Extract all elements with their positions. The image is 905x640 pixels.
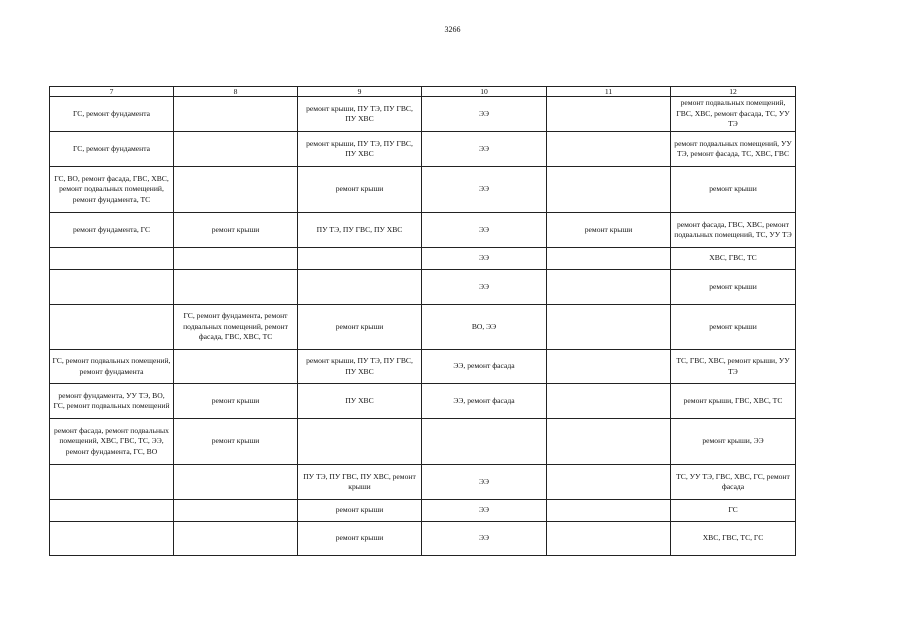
table-cell: ремонт фундамента, УУ ТЭ, ВО, ГС, ремонт подвальных помещений xyxy=(50,384,174,419)
table-cell: ГС xyxy=(671,500,796,522)
column-header: 8 xyxy=(174,87,298,97)
table-cell: ремонт подвальных помещений, ГВС, ХВС, ремонт фасада, ТС, УУ ТЭ xyxy=(671,97,796,132)
table-row xyxy=(50,500,796,522)
table-cell: ГС, ремонт фундамента xyxy=(50,132,174,167)
table-cell: ЭЭ xyxy=(422,522,547,556)
table-cell xyxy=(547,305,671,350)
table-cell xyxy=(547,419,671,465)
table-cell: ЭЭ xyxy=(422,465,547,500)
table-cell: ЭЭ xyxy=(422,270,547,305)
table-cell: ремонт крыши xyxy=(298,167,422,213)
table-cell: ЭЭ xyxy=(422,167,547,213)
table-cell xyxy=(298,419,422,465)
table-cell: ремонт крыши, ПУ ТЭ, ПУ ГВС, ПУ ХВС xyxy=(298,350,422,384)
table-cell: ЭЭ, ремонт фасада xyxy=(422,384,547,419)
page-number: 3266 xyxy=(444,25,461,34)
table-row xyxy=(50,465,796,500)
table-cell xyxy=(50,522,174,556)
table-cell: ремонт крыши xyxy=(174,419,298,465)
table-cell: ремонт фундамента, ГС xyxy=(50,213,174,248)
table-cell: ХВС, ГВС, ТС xyxy=(671,248,796,270)
table-cell xyxy=(422,419,547,465)
table-cell xyxy=(547,500,671,522)
table-cell: ПУ ХВС xyxy=(298,384,422,419)
table-cell xyxy=(174,500,298,522)
table-cell xyxy=(547,350,671,384)
table-cell: ЭЭ xyxy=(422,248,547,270)
table-cell: ЭЭ xyxy=(422,500,547,522)
table-cell: ЭЭ, ремонт фасада xyxy=(422,350,547,384)
table-cell: ГС, ВО, ремонт фасада, ГВС, ХВС, ремонт подвальных помещений, ремонт фундамента, ТС xyxy=(50,167,174,213)
table-cell xyxy=(174,167,298,213)
table-cell: ремонт крыши, ПУ ТЭ, ПУ ГВС, ПУ ХВС xyxy=(298,97,422,132)
table-cell: ремонт крыши xyxy=(298,522,422,556)
column-header: 11 xyxy=(547,87,671,97)
table-cell: ремонт крыши, ГВС, ХВС, ТС xyxy=(671,384,796,419)
table-cell: ремонт крыши xyxy=(174,213,298,248)
table-cell: ремонт фасада, ГВС, ХВС, ремонт подвальных помещений, ТС, УУ ТЭ xyxy=(671,213,796,248)
table-cell xyxy=(547,248,671,270)
table-cell: ЭЭ xyxy=(422,213,547,248)
table-cell xyxy=(547,384,671,419)
table-cell xyxy=(174,465,298,500)
table-row xyxy=(50,270,796,305)
table-cell xyxy=(298,270,422,305)
table-cell: ремонт подвальных помещений, УУ ТЭ, ремонт фасада, ТС, ХВС, ГВС xyxy=(671,132,796,167)
table-cell: ГС, ремонт фундамента, ремонт подвальных помещений, ремонт фасада, ГВС, ХВС, ТС xyxy=(174,305,298,350)
table-cell xyxy=(50,270,174,305)
table-row xyxy=(50,522,796,556)
table-cell xyxy=(174,248,298,270)
column-header: 7 xyxy=(50,87,174,97)
table-row xyxy=(50,248,796,270)
table-cell xyxy=(50,248,174,270)
table-row xyxy=(50,419,796,465)
table-cell: ремонт крыши xyxy=(547,213,671,248)
table-cell: ремонт крыши, ЭЭ xyxy=(671,419,796,465)
table-row xyxy=(50,167,796,213)
table-cell xyxy=(174,97,298,132)
table-cell: ТС, ГВС, ХВС, ремонт крыши, УУ ТЭ xyxy=(671,350,796,384)
table-cell: ремонт крыши xyxy=(671,270,796,305)
table-cell: ТС, УУ ТЭ, ГВС, ХВС, ГС, ремонт фасада xyxy=(671,465,796,500)
column-header: 12 xyxy=(671,87,796,97)
table-cell xyxy=(547,270,671,305)
table-cell xyxy=(547,132,671,167)
table-cell xyxy=(547,522,671,556)
table-cell: ГС, ремонт подвальных помещений, ремонт фундамента xyxy=(50,350,174,384)
table-cell xyxy=(174,270,298,305)
table-cell xyxy=(547,167,671,213)
table-cell xyxy=(50,500,174,522)
table-cell: ПУ ТЭ, ПУ ГВС, ПУ ХВС xyxy=(298,213,422,248)
table-cell: ВО, ЭЭ xyxy=(422,305,547,350)
table-cell xyxy=(174,350,298,384)
table-cell: ремонт фасада, ремонт подвальных помещений, ХВС, ГВС, ТС, ЭЭ, ремонт фундамента, ГС, ВО xyxy=(50,419,174,465)
table-row xyxy=(50,132,796,167)
table-cell xyxy=(547,465,671,500)
table-cell xyxy=(547,97,671,132)
data-table xyxy=(49,86,796,556)
table-cell: ремонт крыши xyxy=(174,384,298,419)
table-cell: ремонт крыши xyxy=(298,305,422,350)
header-row xyxy=(50,87,796,97)
table-row xyxy=(50,213,796,248)
table-cell: ремонт крыши xyxy=(671,167,796,213)
table-cell xyxy=(50,305,174,350)
table-cell xyxy=(298,248,422,270)
table-row xyxy=(50,350,796,384)
table-cell: ГС, ремонт фундамента xyxy=(50,97,174,132)
table-row xyxy=(50,305,796,350)
column-header: 10 xyxy=(422,87,547,97)
table-cell: ремонт крыши, ПУ ТЭ, ПУ ГВС, ПУ ХВС xyxy=(298,132,422,167)
table-cell: ПУ ТЭ, ПУ ГВС, ПУ ХВС, ремонт крыши xyxy=(298,465,422,500)
table-row xyxy=(50,384,796,419)
table-cell: ЭЭ xyxy=(422,97,547,132)
table-cell xyxy=(174,522,298,556)
table-cell xyxy=(50,465,174,500)
table-cell: ХВС, ГВС, ТС, ГС xyxy=(671,522,796,556)
column-header: 9 xyxy=(298,87,422,97)
table-cell: ремонт крыши xyxy=(671,305,796,350)
table-cell: ЭЭ xyxy=(422,132,547,167)
table-cell: ремонт крыши xyxy=(298,500,422,522)
table-cell xyxy=(174,132,298,167)
table-row xyxy=(50,97,796,132)
